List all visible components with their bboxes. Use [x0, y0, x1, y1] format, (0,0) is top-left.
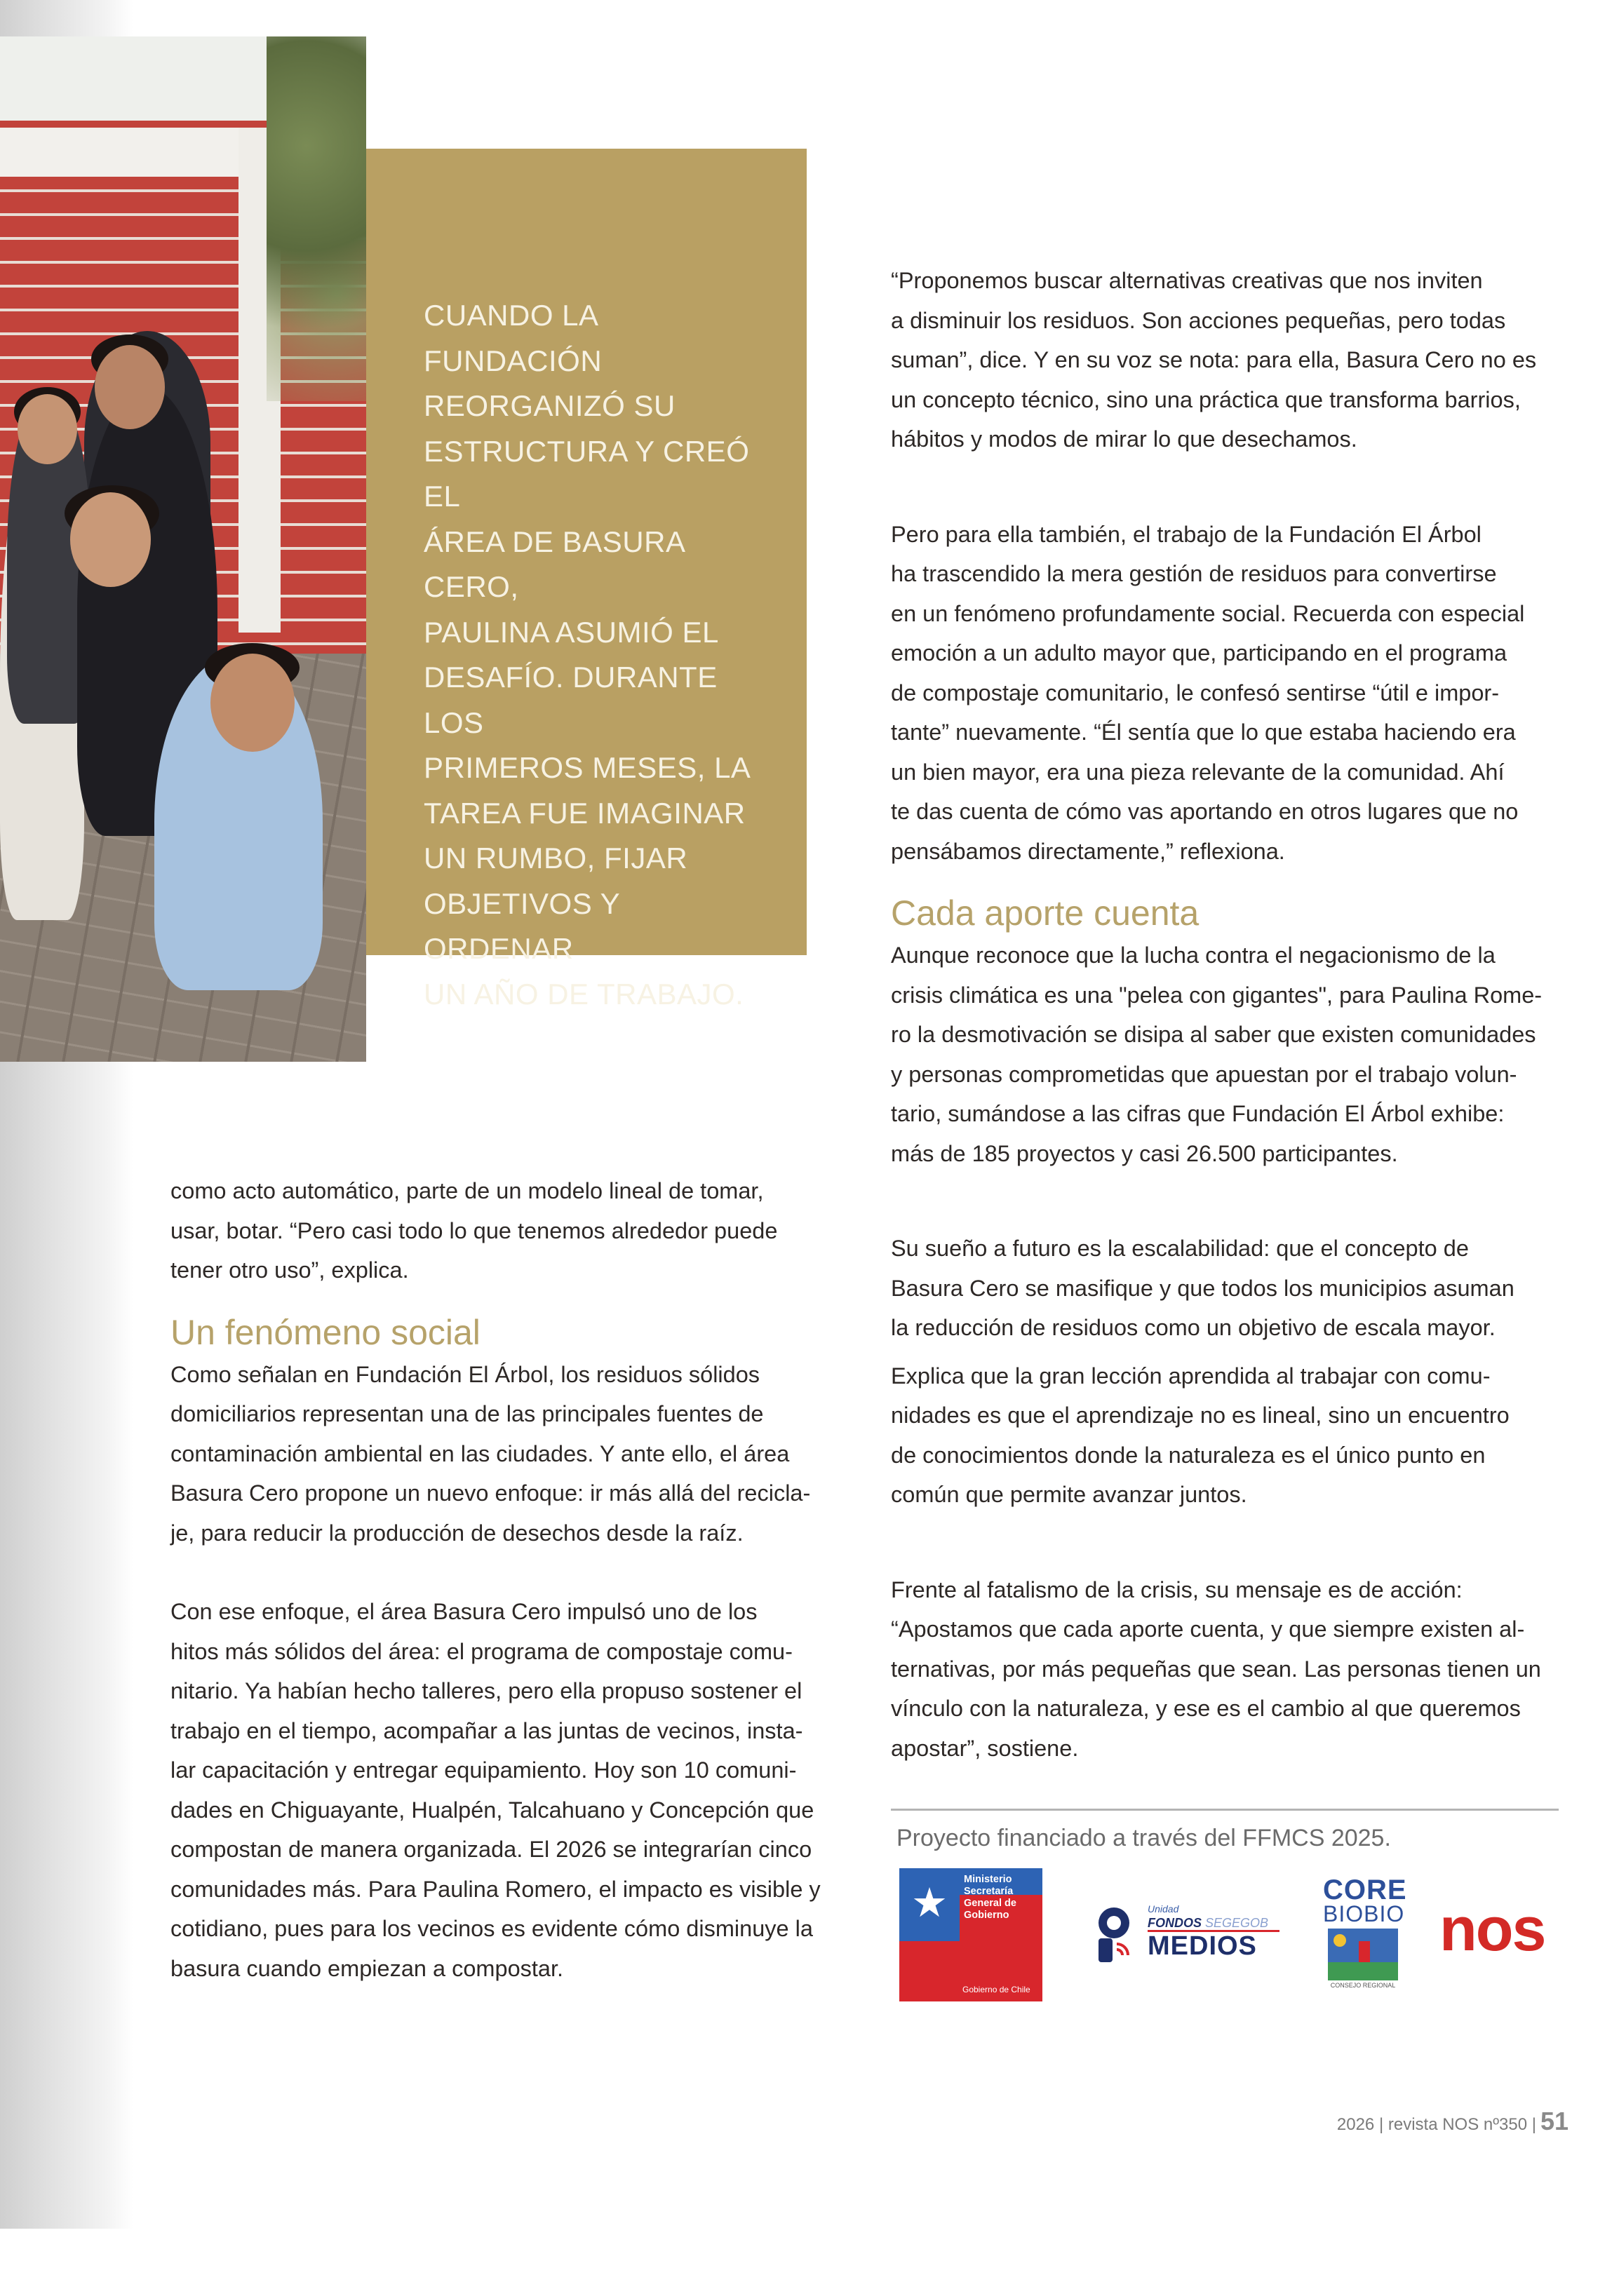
page-number: 51 [1540, 2107, 1568, 2135]
star-icon: ★ [911, 1880, 948, 1926]
medios-wordmark: MEDIOS [1148, 1931, 1257, 1961]
pull-quote-box [366, 149, 807, 1011]
heading-un-fenomeno-social: Un fenómeno social [170, 1312, 481, 1352]
right-paragraph-6: Frente al fatalismo de la crisis, su mensaje es de acción: “Apostamos que cada aporte cuenta, y que siempre existen al- ternativas, por más pequeñas que sean. Las personas tienen un vínculo con la naturaleza, y ese es el cambio al que queremos apostar”, sostiene. [891, 1576, 1541, 1761]
fondos-medios-logo: Unidad FONDOS SEGEGOB MEDIOS [1089, 1900, 1278, 1971]
photo-family [0, 36, 366, 1062]
right-column [891, 261, 1559, 1768]
medios-icon [1089, 1905, 1139, 1966]
right-paragraph-4: Su sueño a futuro es la escalabilidad: que el concepto de Basura Cero se masifique y que todos los municipios asuman la reducción de residuos como un objetivo de escala mayor. [891, 1236, 1514, 1340]
right-paragraph-1: “Proponemos buscar alternativas creativas que nos inviten a disminuir los residuos. Son acciones pequeñas, pero todas suman”, dice. Y en su voz se nota: para ella, Basura Cero no es un concepto técnico, sino una práctica que transforma barrios, hábitos y modos de mirar lo que desechamos. [891, 268, 1537, 452]
right-paragraph-2: Pero para ella también, el trabajo de la Fundación El Árbol ha trascendido la mera gestión de residuos para convertirse en un fenómeno profundamente social. Recuerda con especial emoción a un adulto mayor que, participando en el programa de compostaje comunitario, le confesó sentirse “útil e impor- tante” nuevamente. “Él sentía que lo que estaba haciendo era un bien mayor, era una pieza relevante de la comunidad. Ahí te das cuenta de cómo vas aportando en otros lugares que no pensábamos directamente,” reflexiona. [891, 521, 1525, 864]
page-footer [1337, 2107, 1568, 2136]
left-paragraph-3: Con ese enfoque, el área Basura Cero impulsó uno de los hitos más sólidos del área: el programa de compostaje comu- nitario. Ya habían hecho talleres, pero ella propuso sostener el trabajo en el tiempo, acompañar a las juntas de vecinos, insta- lar capacitación y entregar equipamiento. Hoy son 10 comuni- dades en Chiguayante, Hualpén, Talcahuano y Concepción que compostan de manera organizada. El 2026 se integrarían cinco comunidades más. Para Paulina Romero, el impacto es visible y cotidiano, pues para los vecinos es evidente cómo disminuye la basura cuando empiezan a compostar. [170, 1599, 821, 1981]
left-paragraph-1: como acto automático, parte de un modelo lineal de tomar, usar, botar. “Pero casi todo lo que tenemos alrededor puede tener otro uso”, explica. [170, 1178, 778, 1283]
gobierno-logo-text: Ministerio Secretaría General de Gobierno [964, 1874, 1016, 1921]
footer-text: 2026 | revista NOS nº350 | [1336, 2115, 1536, 2134]
right-paragraph-5: Explica que la gran lección aprendida al trabajar con comu- nidades es que el aprendizaje no es lineal, sino un encuentro de conocimientos donde la naturaleza es el único punto en común que permite avanzar juntos. [891, 1363, 1510, 1507]
right-paragraph-3: Aunque reconoce que la lucha contra el negacionismo de la crisis climática es una "pelea con gigantes", para Paulina Rome- ro la desmotivación se disipa al saber que existen comunidades y personas comprometidas que apuestan por el trabajo volun- tario, sumándose a las cifras que Fundación El Árbol exhibe: más de 185 proyectos y casi 26.500 participantes. [891, 943, 1543, 1166]
gobierno-de-chile-logo [899, 1868, 1042, 2001]
funding-note: Proyecto financiado a través del FFMCS 2025. [896, 1825, 1391, 1851]
nos-logo: nos [1439, 1894, 1545, 1964]
core-biobio-logo: CORE BIOBIO CONSEJO REGIONAL [1323, 1875, 1407, 1989]
left-column [170, 1171, 837, 1988]
core-emblem-icon [1328, 1929, 1398, 1980]
divider-rule [891, 1809, 1559, 1811]
left-paragraph-2: Como señalan en Fundación El Árbol, los residuos sólidos domiciliarios representan una de las principales fuentes de contaminación ambiental en las ciudades. Y ante ello, el área Basura Cero propone un nuevo enfoque: ir más allá del recicla- je, para reducir la producción de desechos desde la raíz. [170, 1361, 811, 1546]
gobierno-logo-footer: Gobierno de Chile [962, 1985, 1030, 1994]
pull-quote-text: CUANDO LA FUNDACIÓN REORGANIZÓ SU ESTRUCTURA Y CREÓ EL ÁREA DE BASURA CERO, PAULINA ASUMIÓ EL DESAFÍO. DURANTE LOS PRIMEROS MESES, LA TAREA FUE IMAGINAR UN RUMBO, FIJAR OBJETIVOS Y ORDENAR UN AÑO DE TRABAJO. [424, 299, 751, 1011]
heading-cada-aporte-cuenta: Cada aporte cuenta [891, 893, 1200, 933]
